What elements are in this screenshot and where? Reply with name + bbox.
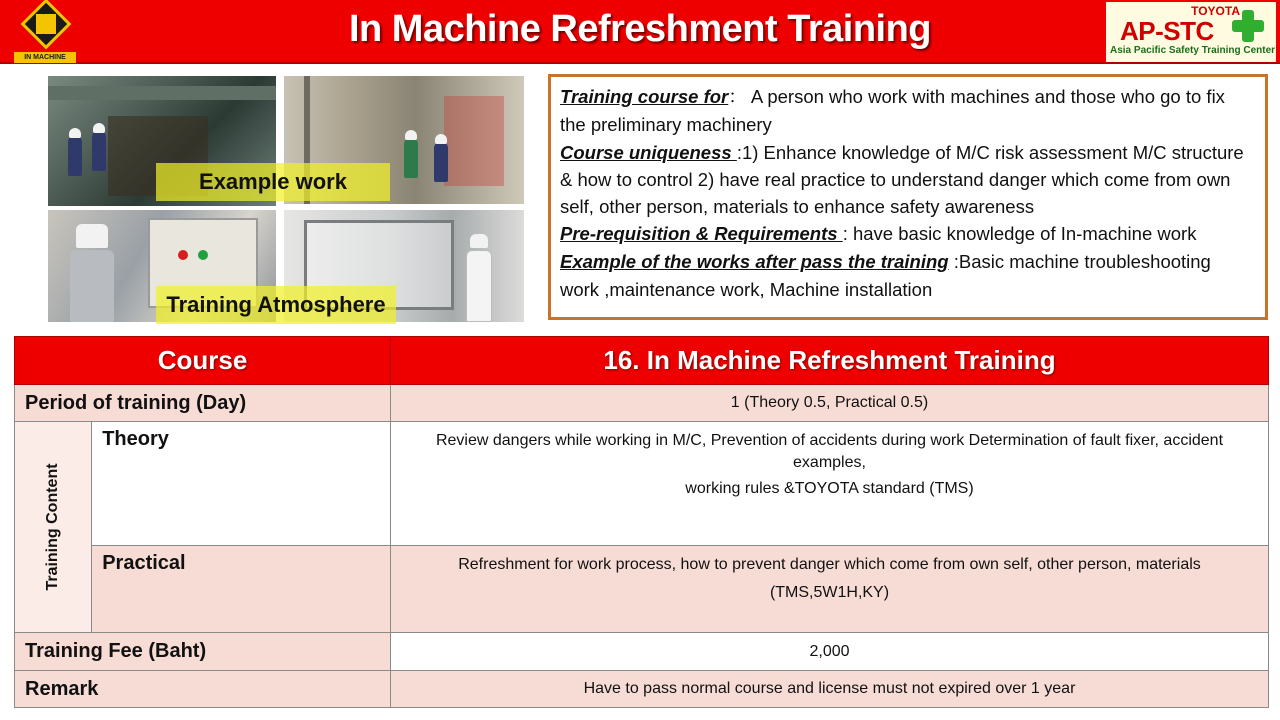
course-info-box bbox=[548, 74, 1268, 320]
training-content-label: Training Content bbox=[44, 463, 62, 591]
prereq-label: Pre-requisition & Requirements bbox=[560, 223, 843, 244]
row-theory bbox=[15, 422, 1269, 546]
practical-line-1: Refreshment for work process, how to prevent danger which come from own self, other person, materials bbox=[458, 556, 1201, 573]
period-label: Period of training (Day) bbox=[15, 385, 391, 422]
safety-cross-icon bbox=[1230, 8, 1266, 44]
remark-label: Remark bbox=[15, 671, 391, 708]
caption-training-atmosphere: Training Atmosphere bbox=[156, 286, 396, 324]
in-machine-logo bbox=[14, 2, 76, 62]
remark-value: Have to pass normal course and license must not expired over 1 year bbox=[391, 671, 1269, 708]
practical-label: Practical bbox=[92, 546, 391, 633]
brand-subtitle: Asia Pacific Safety Training Center bbox=[1110, 45, 1276, 56]
machine-icon bbox=[36, 14, 56, 34]
course-table bbox=[14, 336, 1269, 708]
uniqueness-label: Course uniqueness bbox=[560, 142, 737, 163]
logo-label: IN MACHINE bbox=[14, 52, 76, 63]
row-fee bbox=[15, 633, 1269, 671]
practical-line-2: (TMS,5W1H,KY) bbox=[769, 584, 890, 601]
course-for-paragraph bbox=[560, 83, 1255, 139]
uniqueness-paragraph bbox=[560, 139, 1255, 220]
row-practical bbox=[15, 546, 1269, 633]
prereq-paragraph bbox=[560, 220, 1255, 248]
theory-label: Theory bbox=[92, 422, 391, 546]
theory-line-1: Review dangers while working in M/C, Prevention of accidents during work Determination of fault fixer, accident examples, bbox=[435, 432, 1224, 471]
course-for-label: Training course for bbox=[560, 86, 729, 107]
example-text: :Basic machine troubleshooting work ,maintenance work, Machine installation bbox=[560, 251, 1211, 300]
practical-value bbox=[391, 546, 1269, 633]
fee-label: Training Fee (Baht) bbox=[15, 633, 391, 671]
example-paragraph bbox=[560, 248, 1255, 304]
period-value: 1 (Theory 0.5, Practical 0.5) bbox=[391, 385, 1269, 422]
brand-toyota: TOYOTA bbox=[1191, 4, 1240, 18]
header-course: Course bbox=[15, 337, 391, 385]
training-content-cell bbox=[15, 422, 92, 633]
theory-line-2: working rules &TOYOTA standard (TMS) bbox=[685, 480, 974, 497]
page-title: In Machine Refreshment Training bbox=[348, 8, 932, 50]
header-bar bbox=[0, 0, 1280, 64]
theory-value bbox=[391, 422, 1269, 546]
caption-example-work: Example work bbox=[156, 163, 390, 201]
course-for-text: ： A person who work with machines and those who go to fix the preliminary machinery bbox=[560, 86, 1225, 135]
row-remark bbox=[15, 671, 1269, 708]
brand-main: AP-STC bbox=[1120, 16, 1214, 46]
ap-stc-logo bbox=[1106, 2, 1276, 62]
fee-value: 2,000 bbox=[391, 633, 1269, 671]
row-period bbox=[15, 385, 1269, 422]
table-header-row bbox=[15, 337, 1269, 385]
prereq-text: : have basic knowledge of In-machine work bbox=[842, 223, 1197, 244]
header-course-name: 16. In Machine Refreshment Training bbox=[391, 337, 1269, 385]
example-label: Example of the works after pass the training bbox=[560, 251, 949, 272]
uniqueness-text: :1) Enhance knowledge of M/C risk assessment M/C structure & how to control 2) have real practice to understand danger which come from own self, other person, materials to enhance safety awareness bbox=[560, 142, 1244, 217]
